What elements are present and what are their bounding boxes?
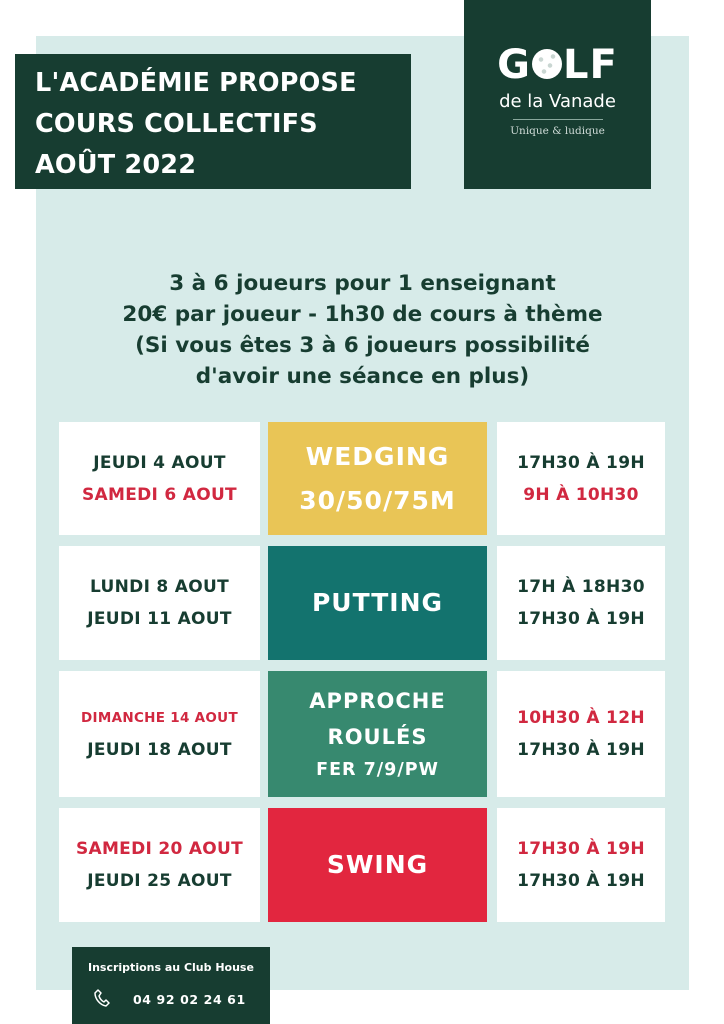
topic-line: APPROCHE bbox=[309, 689, 446, 713]
topic-line: PUTTING bbox=[311, 588, 444, 617]
time-2: 17H30 À 19H bbox=[517, 609, 645, 629]
time-2: 17H30 À 19H bbox=[517, 740, 645, 760]
date-1: LUNDI 8 AOUT bbox=[90, 577, 229, 597]
title-line-3: AOÛT 2022 bbox=[35, 150, 197, 180]
logo-subtitle: de la Vanade bbox=[499, 91, 616, 112]
topic-line: ROULÉS bbox=[327, 725, 428, 749]
inscriptions-label: Inscriptions au Club House bbox=[88, 961, 254, 974]
date-2: JEUDI 25 AOUT bbox=[87, 871, 232, 891]
logo-divider bbox=[513, 119, 603, 120]
title-box bbox=[15, 54, 411, 189]
topic-swing bbox=[268, 808, 487, 922]
row-1-times bbox=[497, 422, 665, 535]
row-2-times bbox=[497, 546, 665, 660]
logo-wordmark: G LF bbox=[497, 42, 618, 88]
time-1: 10H30 À 12H bbox=[517, 708, 645, 728]
logo-tagline: Unique & ludique bbox=[510, 125, 605, 137]
time-1: 17H30 À 19H bbox=[517, 452, 645, 473]
row-3-dates bbox=[59, 671, 260, 797]
title-line-2: COURS COLLECTIFS bbox=[35, 109, 318, 139]
golf-logo bbox=[464, 0, 651, 189]
date-2: JEUDI 18 AOUT bbox=[87, 740, 232, 760]
row-2-dates bbox=[59, 546, 260, 660]
phone-icon bbox=[94, 989, 110, 1007]
phone-number[interactable]: 04 92 02 24 61 bbox=[133, 992, 246, 1007]
time-2: 17H30 À 19H bbox=[517, 871, 645, 891]
topic-line: WEDGING bbox=[305, 441, 450, 471]
contact-footer bbox=[72, 947, 270, 1024]
golf-ball-icon bbox=[532, 49, 562, 79]
date-1: DIMANCHE 14 AOUT bbox=[81, 710, 238, 726]
date-2: JEUDI 11 AOUT bbox=[87, 609, 232, 629]
time-1: 17H À 18H30 bbox=[517, 577, 645, 597]
topic-wedging bbox=[268, 422, 487, 535]
intro-line: (Si vous êtes 3 à 6 joueurs possibilité bbox=[135, 333, 590, 358]
time-2: 9H À 10H30 bbox=[523, 484, 639, 505]
time-1: 17H30 À 19H bbox=[517, 839, 645, 859]
intro-text bbox=[36, 268, 689, 392]
topic-line: FER 7/9/PW bbox=[316, 760, 439, 780]
topic-approche bbox=[268, 671, 487, 797]
date-2: SAMEDI 6 AOUT bbox=[82, 484, 237, 505]
topic-putting bbox=[268, 546, 487, 660]
date-1: SAMEDI 20 AOUT bbox=[75, 839, 244, 859]
row-4-times bbox=[497, 808, 665, 922]
row-4-dates bbox=[59, 808, 260, 922]
intro-line: d'avoir une séance en plus) bbox=[195, 364, 530, 389]
row-1-dates bbox=[59, 422, 260, 535]
topic-line: SWING bbox=[326, 850, 429, 879]
topic-line: 30/50/75M bbox=[299, 485, 456, 515]
date-1: JEUDI 4 AOUT bbox=[93, 452, 226, 473]
intro-line: 20€ par joueur - 1h30 de cours à thème bbox=[122, 302, 603, 327]
intro-line: 3 à 6 joueurs pour 1 enseignant bbox=[169, 271, 556, 296]
title-line-1: L'ACADÉMIE PROPOSE bbox=[35, 68, 357, 98]
row-3-times bbox=[497, 671, 665, 797]
